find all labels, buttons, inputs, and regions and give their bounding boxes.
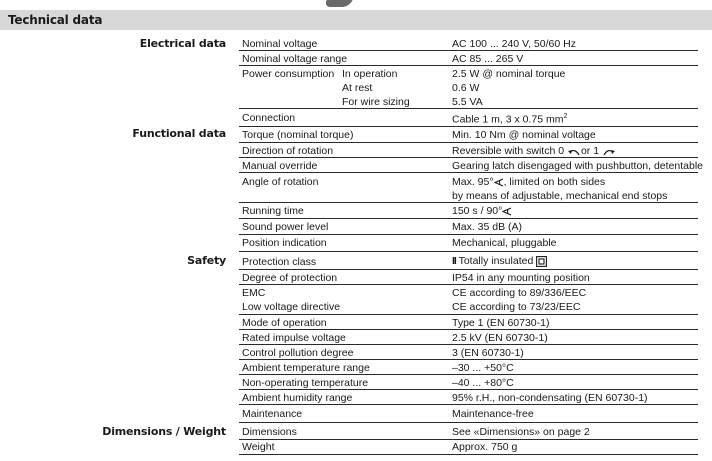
low-voltage-value: CE according to 73/23/EEC xyxy=(452,301,581,313)
protection-class-symbol: II xyxy=(452,255,456,267)
running-time-label: Running time xyxy=(242,205,304,217)
row-divider xyxy=(239,157,698,158)
section-divider xyxy=(239,422,698,423)
humidity-value: 95% r.H., non-condensating (EN 60730-1) xyxy=(452,392,648,404)
emc-value: CE according to 89/336/EEC xyxy=(452,287,587,299)
dimensions-value: See «Dimensions» on page 2 xyxy=(452,426,590,438)
angle-icon xyxy=(502,207,512,216)
table-bottom-line xyxy=(239,454,698,455)
page-title: Technical data xyxy=(8,13,103,27)
section-label-functional: Functional data xyxy=(132,127,226,140)
voltage-range-label: Nominal voltage range xyxy=(242,53,348,65)
impulse-voltage-value: 2.5 kV (EN 60730-1) xyxy=(452,332,548,344)
angle-value-line2: by means of adjustable, mechanical end stops xyxy=(452,190,668,202)
power-rest-label: At rest xyxy=(342,82,373,94)
power-operation-value: 2.5 W @ nominal torque xyxy=(452,68,566,80)
row-divider xyxy=(239,142,698,143)
section-divider xyxy=(239,251,698,252)
manual-override-label: Manual override xyxy=(242,160,318,172)
torque-label: Torque (nominal torque) xyxy=(242,129,354,141)
row-divider xyxy=(239,359,698,360)
row-divider xyxy=(239,202,698,203)
nonop-temp-label: Non-operating temperature xyxy=(242,377,369,389)
degree-protection-value: IP54 in any mounting position xyxy=(452,272,590,284)
angle-label: Angle of rotation xyxy=(242,176,319,188)
section-label-safety: Safety xyxy=(187,254,226,267)
ambient-temp-label: Ambient temperature range xyxy=(242,362,370,374)
ambient-temp-value: –30 ... +50°C xyxy=(452,362,514,374)
row-divider xyxy=(239,374,698,375)
maintenance-label: Maintenance xyxy=(242,408,303,420)
row-divider xyxy=(239,50,698,51)
sound-power-value: Max. 35 dB (A) xyxy=(452,221,523,233)
power-sizing-value: 5.5 VA xyxy=(452,96,483,108)
row-divider xyxy=(239,439,698,440)
mode-operation-value: Type 1 (EN 60730-1) xyxy=(452,317,550,329)
angle-value-b: , limited on both sides xyxy=(503,176,606,188)
section-label-electrical: Electrical data xyxy=(139,37,226,50)
section-label-dimensions: Dimensions / Weight xyxy=(102,425,226,438)
angle-icon xyxy=(494,178,504,187)
section-header-bar xyxy=(0,10,712,30)
row-divider xyxy=(239,284,698,285)
weight-value: Approx. 750 g xyxy=(452,441,518,453)
row-divider xyxy=(239,65,698,66)
protection-class-label: Protection class xyxy=(242,256,317,268)
sound-power-label: Sound power level xyxy=(242,221,329,233)
nominal-voltage-value: AC 100 ... 240 V, 50/60 Hz xyxy=(452,38,576,50)
position-indication-label: Position indication xyxy=(242,237,327,249)
row-divider xyxy=(239,389,698,390)
connection-value-text: Cable 1 m, 3 x 0.75 mm xyxy=(452,113,564,126)
connection-superscript: 2 xyxy=(563,113,568,120)
power-sizing-label: For wire sizing xyxy=(342,96,410,108)
maintenance-value: Maintenance-free xyxy=(452,408,534,420)
power-consumption-label: Power consumption xyxy=(242,68,335,80)
emc-label: EMC xyxy=(242,287,266,299)
degree-protection-label: Degree of protection xyxy=(242,272,338,284)
connection-label: Connection xyxy=(242,112,296,124)
row-divider xyxy=(239,314,698,315)
nonop-temp-value: –40 ... +80°C xyxy=(452,377,514,389)
section-divider xyxy=(239,126,698,127)
row-divider xyxy=(239,218,698,219)
row-divider xyxy=(239,172,698,173)
angle-value xyxy=(452,176,605,188)
torque-value: Min. 10 Nm @ nominal voltage xyxy=(452,129,596,141)
pollution-degree-value: 3 (EN 60730-1) xyxy=(452,347,524,359)
top-decoration xyxy=(323,0,352,7)
running-time-text: 150 s / 90° xyxy=(452,205,503,217)
impulse-voltage-label: Rated impulse voltage xyxy=(242,332,346,344)
row-divider xyxy=(239,108,698,109)
direction-label: Direction of rotation xyxy=(242,145,334,157)
angle-value-a: Max. 95° xyxy=(452,176,494,188)
manual-override-value: Gearing latch disengaged with pushbutton, detentable xyxy=(452,160,704,172)
direction-value-b: or 1 xyxy=(580,145,600,157)
protection-class-value xyxy=(452,255,547,267)
counterclockwise-arrow-icon xyxy=(567,147,581,156)
protection-class-text: Totally insulated xyxy=(458,255,534,267)
row-divider xyxy=(239,404,698,405)
row-divider xyxy=(239,269,698,270)
double-insulation-icon xyxy=(536,256,547,267)
clockwise-arrow-icon xyxy=(602,147,616,156)
direction-value xyxy=(452,145,616,157)
weight-label: Weight xyxy=(242,441,275,453)
running-time-value xyxy=(452,205,512,217)
position-indication-value: Mechanical, pluggable xyxy=(452,237,557,249)
connection-value xyxy=(452,111,567,126)
row-divider xyxy=(239,234,698,235)
row-divider xyxy=(239,344,698,345)
direction-value-a: Reversible with switch 0 xyxy=(452,145,565,157)
voltage-range-value: AC 85 ... 265 V xyxy=(452,53,524,65)
mode-operation-label: Mode of operation xyxy=(242,317,327,329)
power-operation-label: In operation xyxy=(342,68,398,80)
low-voltage-label: Low voltage directive xyxy=(242,301,341,313)
row-divider xyxy=(239,329,698,330)
humidity-label: Ambient humidity range xyxy=(242,392,353,404)
dimensions-label: Dimensions xyxy=(242,426,297,438)
nominal-voltage-label: Nominal voltage xyxy=(242,38,318,50)
pollution-degree-label: Control pollution degree xyxy=(242,347,354,359)
power-rest-value: 0.6 W xyxy=(452,82,480,94)
